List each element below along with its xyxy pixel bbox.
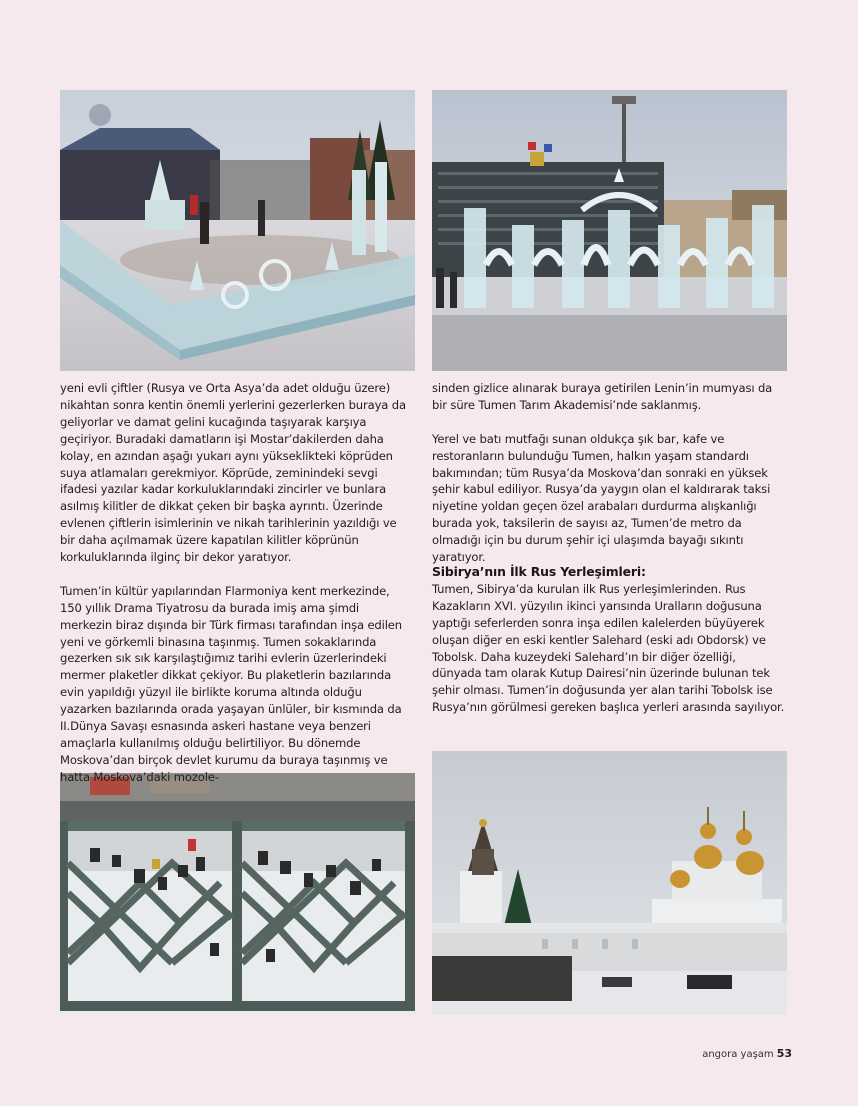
section-subheading: Sibirya’nın İlk Rus Yerleşimleri: <box>432 564 646 579</box>
ice-sculpture-garden-photo <box>60 90 415 371</box>
paragraph-culture-buildings: Tumen’in kültür yapılarından Flarmoniya kent merkezinde, 150 yıllık Drama Tiyatrosu da burada imiş ama şimdi merkezin biraz dışında bir Türk firması tarafından inşa edilen yeni ve görkemli binasına taşınmış. Tumen sokaklarında gezerken sık sık karşılaştığımız tarihi evlerin üzerlerindeki mermer plaketler dikkat çekiyor. Bu plaketlerin bazılarında evin yapıldığı yüzyıl ile birlikte koruma altında olduğu yazarken bazılarında orada yaşayan ünlüler, bir kısmında da II.Dünya Savaşı esnasında askeri hastane veya benzeri amaçlarla kullanılmış olduğu belirtiliyor. Bu dönemde Moskova’dan birçok devlet kurumu da buraya taşınmış ve hatta Moskova’daki mozole- <box>60 583 402 784</box>
paragraph-lenin-mummy: sinden gizlice alınarak buraya getirilen Lenin’in mumyası da bir süre Tumen Tarım Akademisi’nde saklanmış. <box>432 381 773 412</box>
section-first-settlements <box>432 564 787 716</box>
paragraph-first-settlements: Tumen, Sibirya’da kurulan ilk Rus yerleşimlerinden. Rus Kazakların XVI. yüzyılın ikinci yarısında Uralların doğusuna yaptığı seferlerden sonra inşa edilen kalelerden büyüyerek oluşan diğer en eski kentler Salehard (eski adı Obdorsk) ve Tobolsk. Daha kuzeydeki Salehard’ın bir diğer özelliği, dünyada tam olarak Kutup Dairesi’nin üzerinde bulunan tek şehir olması. Tumen’in doğusunda yer alan tarihi Tobolsk ise Rusya’nın görülmesi gereken başlıca yerleri arasında sayılıyor. <box>432 581 785 715</box>
love-locks-bridge-railing-photo <box>60 773 415 1015</box>
page-footer <box>702 1047 792 1060</box>
paragraph-wedding-bridge: yeni evli çiftler (Rusya ve Orta Asya’da adet olduğu üzere) nikahtan sonra kentin önemli yerlerini gezerlerken buraya da geliyorlar ve damat gelini kucağında taşıyarak karşıya geçiriyor. Buradaki damatların işi Mostar’dakilerden daha kolay, en azından aşağı yukarı aynı yükseklikteki köprüden suya atlamaları gerekmiyor. Köprüde, zeminindeki sevgi ifadesi yazılar kadar korkuluklarındaki zincirler ve bunlara asılmış kilitler de dikkat çeken bir başka ayrıntı. Üzerinde evlenen çiftlerin isimlerinin ve nikah tarihlerinin yazıldığı ve bir daha açılmamak üzere kapatılan kilitler köprünün korkuluklarında ilginç bir dekor yaratıyor. <box>60 381 406 565</box>
magazine-name: angora yaşam <box>702 1049 774 1060</box>
paragraph-living-standard: Yerel ve batı mutfağı sunan oldukça şık bar, kafe ve restoranların bulunduğu Tumen, halkın yaşam standardı bakımından; tüm Rusya’da Moskova’dan sonraki en yüksek şehir kabul ediliyor. Rusya’da yaygın olan el kaldırarak taksi niyetine yoldan geçen özel arabaları durdurma alışkanlığı burada yok, taksilerin de sayısı az, Tumen’de metro da olmadığı için bu durum şehir içi ulaşımda bayağı sıkıntı yaratıyor. <box>432 431 771 565</box>
article-left-column <box>60 380 412 786</box>
article-right-column <box>432 380 787 566</box>
page-number: 53 <box>776 1047 792 1060</box>
tobolsk-kremlin-church-photo <box>432 751 787 1015</box>
ice-arch-city-square-photo <box>432 90 787 371</box>
